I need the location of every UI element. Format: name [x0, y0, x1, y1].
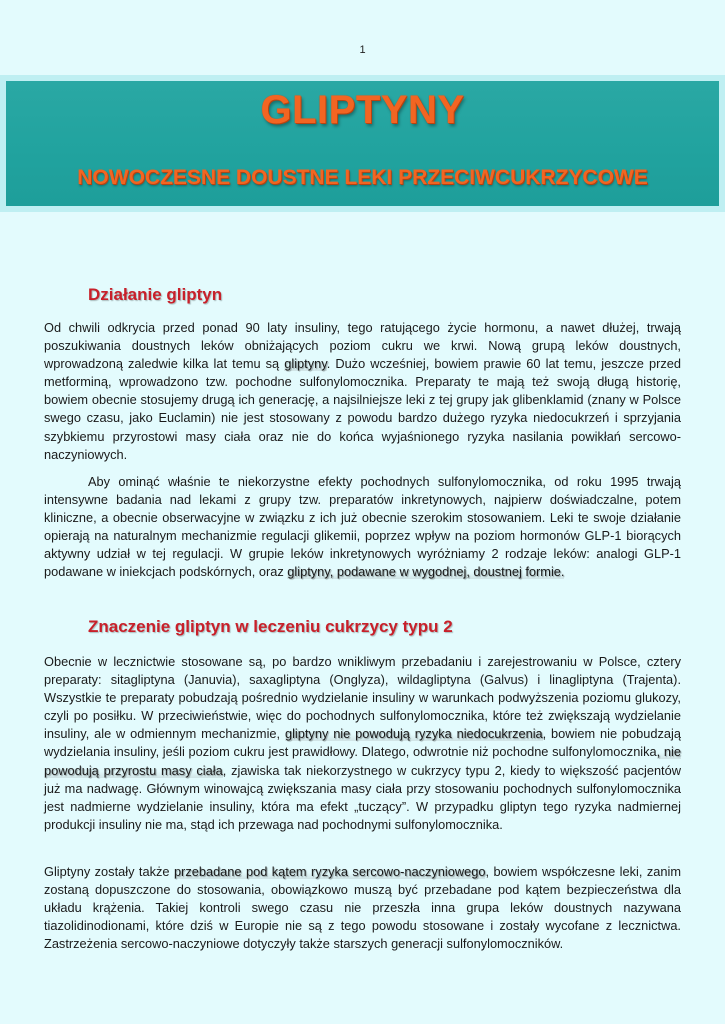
- section-heading-dzialanie: Działanie gliptyn: [88, 285, 223, 304]
- paragraph-4-text-b: , bowiem współczesne leki, zanim zostaną dopuszczone do stosowania, obowiązkowo muszą być przebadane pod kątem bezpieczeństwa dla układu krążenia. Takiej kontroli swego czasu nie przeszła inna grupa leków doustnych nazywana tiazolidinodionami, które dziś w Europie nie są z tego powodu stosowane i zostały wycofane z lecznictwa. Zastrzeżenia sercowo-naczyniowe dotyczyły także starszych generacji sulfonylomoczników.: [44, 864, 681, 952]
- paragraph-3-text-c: , zjawiska tak niekorzystnego w cukrzycy typu 2, kiedy to większość pacjentów już ma nadwagę. Głównym winowajcą zwiększania masy ciała przy stosowaniu pochodnych sulfonylomocznika jest nadmierne wydzielanie insuliny, która ma efekt „tuczący”. W przypadku gliptyn tego ryzyka nadmiernej produkcji insuliny nie ma, stąd ich przewaga nad pochodnymi sulfonylomocznika.: [44, 762, 681, 832]
- highlight-gliptyny: gliptyny: [284, 356, 327, 372]
- document-subtitle: NOWOCZESNE DOUSTNE LEKI PRZECIWCUKRZYCOWE: [77, 166, 648, 189]
- paragraph-2-text-a: Aby ominąć właśnie te niekorzystne efekty pochodnych sulfonylomocznika, od roku 1995 trwają intensywne badania nad lekami z grupy tzw. preparatów inkretynowych, najpierw doświadczalne, potem kliniczne, a obecnie obserwacyjne w związku z ich już obecnie szerokim stosowaniem. Leki te swoje działanie opierają na naturalnym mechanizmie regulacji glikemii, poprzez wpływ na poziom hormonów GLP-1 biorących aktywny udział w tej regulacji. W grupie leków inkretynowych wyróżniamy 2 rodzaje leków: analogi GLP-1 podawane w iniekcjach podskórnych, oraz: [44, 474, 681, 580]
- highlight-cardiovascular: przebadane pod kątem ryzyka sercowo-naczyniowego: [173, 864, 486, 879]
- paragraph-1-text-a: Od chwili odkrycia przed ponad 90 laty insuliny, tego ratującego życie hormonu, a nawet dłużej, trwają poszukiwania doustnych leków obniżających poziom cukru we krwi. Nową grupą leków doustnych, wprowadzoną zaledwie kilka lat temu są: [44, 320, 681, 372]
- document-title: GLIPTYNY: [260, 88, 465, 132]
- highlight-no-hypoglycemia: gliptyny nie powodują ryzyka niedocukrzenia: [284, 726, 543, 742]
- paragraph-3: [44, 653, 681, 834]
- paragraph-4-text-a: Gliptyny zostały także: [44, 864, 174, 879]
- paragraph-2: [44, 473, 681, 582]
- highlight-no-weight-gain: , nie powodują przyrostu masy ciała: [44, 744, 681, 778]
- paragraph-4: [44, 863, 681, 953]
- section-heading-znaczenie: Znaczenie gliptyn w leczeniu cukrzycy typu 2: [88, 617, 453, 636]
- paragraph-1: [44, 319, 681, 464]
- paragraph-1-text-b: . Dużo wcześniej, bowiem prawie 60 lat temu, jeszcze przed metforminą, wprowadzono tzw. pochodne sulfonylomocznika. Preparaty te mają też swoją długą historię, bowiem obecnie stosujemy drugą ich generację, a najsilniejsze leki z tej grupy jak glibenklamid (znany w Polsce swego czasu, jako Euclamin) nie jest stosowany z powodu bardzo dużego ryzyka niedocukrzeń i sprzyjania szybkiemu przyrostowi masy ciała oraz nie do końca wyjaśnionego ryzyka nasilania powikłań sercowo-naczyniowych.: [44, 356, 682, 462]
- paragraph-3-text-b: , bowiem nie pobudzają wydzielania insuliny, jeśli poziom cukru jest prawidłowy. Dlatego, odwrotnie niż pochodne sulfonylomocznika: [44, 726, 681, 760]
- page-number: 1: [359, 44, 366, 56]
- paragraph-3-text-a: Obecnie w lecznictwie stosowane są, po bardzo wnikliwym przebadaniu i zarejestrowaniu w Polsce, cztery preparaty: sitagliptyna (Januvia), saxagliptyna (Onglyza), wildagliptyna (Galvus) i linagliptyna (Trajenta). Wszystkie te preparaty pobudzają pośrednio wydzielanie insuliny w warunkach podwyższenia poziomu glukozy, czyli po posiłku. W przeciwieństwie, więc do pochodnych sulfonylomocznika, które też zwiększają wydzielanie insuliny, ale w odmiennym mechanizmie,: [44, 654, 681, 742]
- highlight-oral-form: gliptyny, podawane w wygodnej, doustnej formie.: [287, 564, 565, 580]
